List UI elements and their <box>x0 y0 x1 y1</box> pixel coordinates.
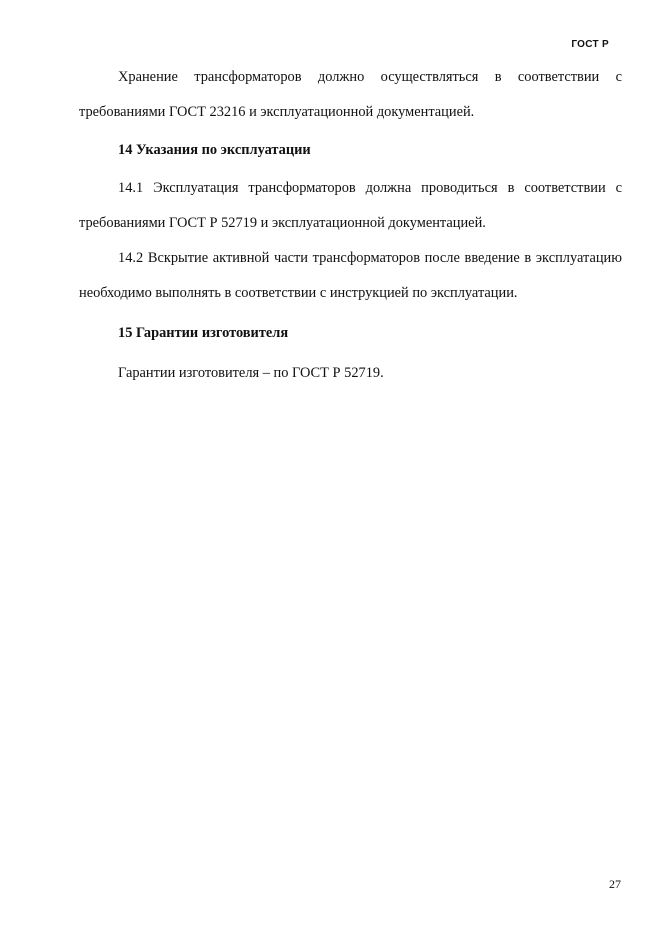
section-14-heading: 14 Указания по эксплуатации <box>118 142 311 158</box>
page-number: 27 <box>609 877 621 891</box>
section-15-heading: 15 Гарантии изготовителя <box>118 325 289 341</box>
document-body <box>79 60 622 391</box>
section-15-paragraph: Гарантии изготовителя – по ГОСТ Р 52719. <box>118 365 384 381</box>
storage-paragraph: Хранение трансформаторов должно осуществляться в соответствии с требованиями ГОСТ 23216 и эксплуатационной документацией. <box>79 69 622 120</box>
section-14-2-paragraph: 14.2 Вскрытие активной части трансформаторов после введение в эксплуатацию необходимо выполнять в соответствии с инструкцией по эксплуатации. <box>79 250 622 301</box>
document-header-title: ГОСТ Р <box>571 39 609 50</box>
section-14-1-paragraph: 14.1 Эксплуатация трансформаторов должна проводиться в соответствии с требованиями ГОСТ Р 52719 и эксплуатационной документацией. <box>79 180 622 231</box>
